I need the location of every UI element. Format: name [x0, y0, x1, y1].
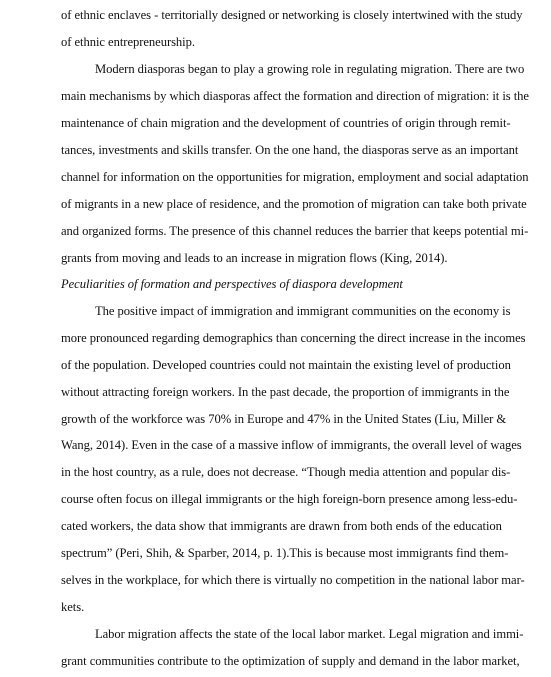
- text-line: in the host country, as a rule, does not decrease. “Though media attention and popular dis-: [61, 465, 511, 479]
- text-line: growth of the workforce was 70% in Europe and 47% in the United States (Liu, Miller &: [61, 412, 507, 426]
- text-line: main mechanisms by which diasporas affect the formation and direction of migration: it is the: [61, 89, 529, 103]
- text-line: more pronounced regarding demographics than concerning the direct increase in the incomes: [61, 331, 526, 345]
- text-line: channel for information on the opportunities for migration, employment and social adaptation: [61, 170, 529, 184]
- text-line: of the population. Developed countries could not maintain the existing level of production: [61, 358, 511, 372]
- text-line: tances, investments and skills transfer. On the one hand, the diasporas serve as an important: [61, 143, 519, 157]
- text-line: selves in the workplace, for which there is virtually no competition in the national labor mar-: [61, 573, 525, 587]
- text-line: cated workers, the data show that immigrants are drawn from both ends of the education: [61, 519, 502, 533]
- paragraph-first-line: The positive impact of immigration and immigrant communities on the economy is: [95, 304, 511, 318]
- text-line: kets.: [61, 600, 85, 614]
- text-line: of ethnic entrepreneurship.: [61, 35, 195, 49]
- text-line: grants from moving and leads to an increase in migration flows (King, 2014).: [61, 251, 448, 265]
- text-line: course often focus on illegal immigrants or the high foreign-born presence among less-edu-: [61, 492, 518, 506]
- text-line: of migrants in a new place of residence, and the promotion of migration can take both private: [61, 197, 527, 211]
- text-line: Wang, 2014). Even in the case of a massive inflow of immigrants, the overall level of wages: [61, 438, 522, 452]
- paragraph-first-line: Labor migration affects the state of the local labor market. Legal migration and immi-: [95, 627, 524, 641]
- text-line: and organized forms. The presence of this channel reduces the barrier that keeps potential mi-: [61, 224, 529, 238]
- section-heading: Peculiarities of formation and perspectives of diaspora development: [61, 277, 403, 291]
- paragraph-first-line: Modern diasporas began to play a growing role in regulating migration. There are two: [95, 62, 525, 76]
- text-line: spectrum” (Peri, Shih, & Sparber, 2014, p. 1).This is because most immigrants find them-: [61, 546, 509, 560]
- text-line: grant communities contribute to the optimization of supply and demand in the labor market,: [61, 654, 520, 668]
- text-line: of ethnic enclaves - territorially designed or networking is closely intertwined with the study: [61, 8, 523, 22]
- text-line: maintenance of chain migration and the development of countries of origin through remit-: [61, 116, 511, 130]
- text-line: without attracting foreign workers. In the past decade, the proportion of immigrants in the: [61, 385, 510, 399]
